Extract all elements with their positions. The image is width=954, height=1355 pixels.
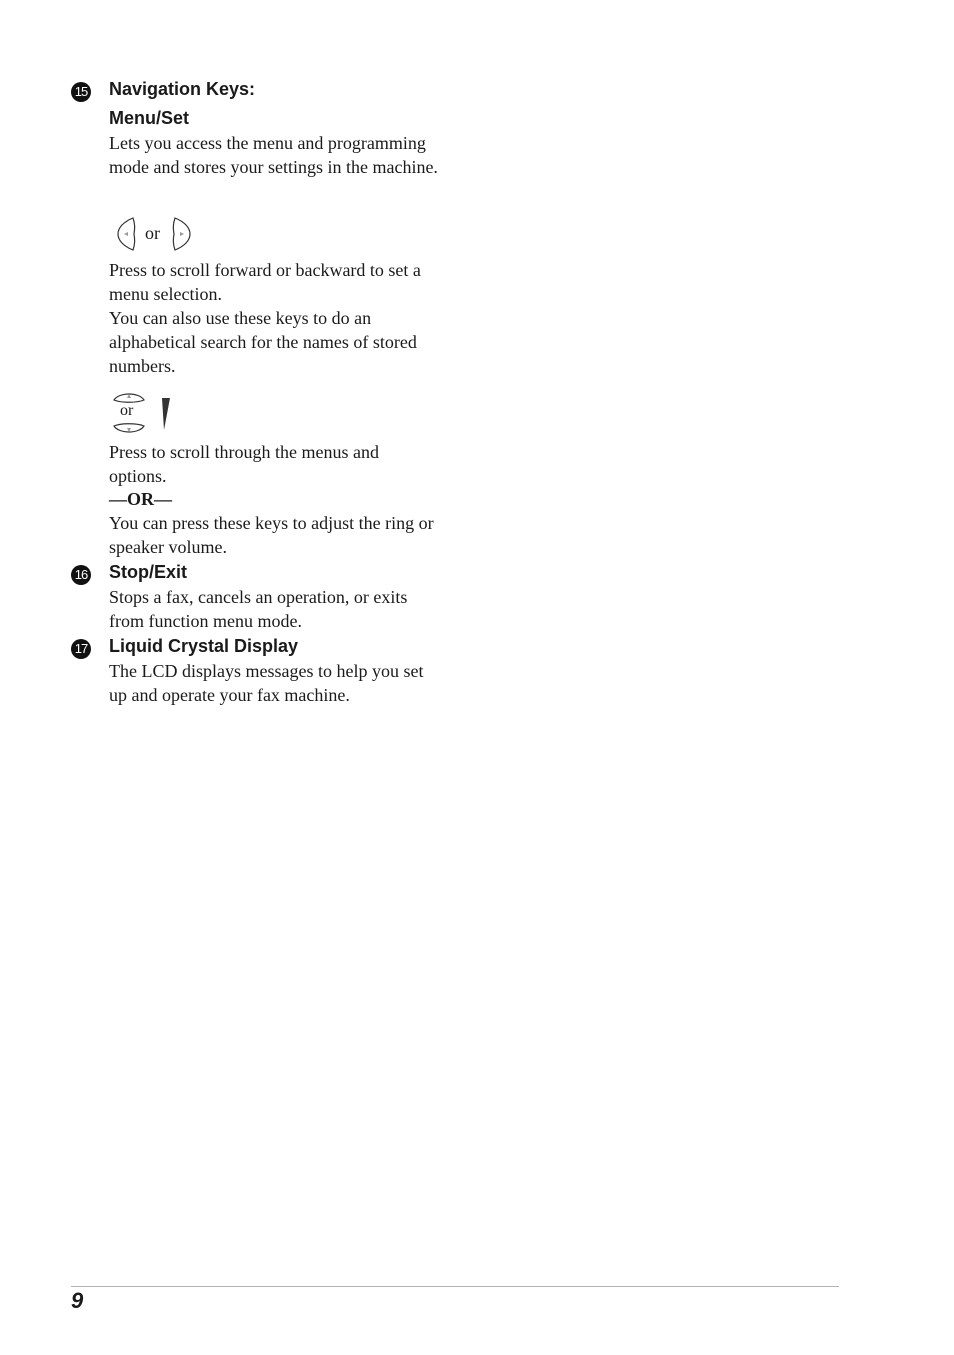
ud-keys-description: Press to scroll through the menus and options. bbox=[109, 442, 379, 486]
lr-keys-description-1: Press to scroll forward or backward to set a menu selection. bbox=[109, 260, 421, 304]
ud-keys-description-2: You can press these keys to adjust the ring or speaker volume. bbox=[109, 513, 434, 557]
item-number-badge: 17 bbox=[71, 639, 91, 659]
page-number: 9 bbox=[71, 1288, 84, 1313]
lr-keys-description-2: You can also use these keys to do an alphabetical search for the names of stored numbers. bbox=[109, 308, 417, 376]
or-divider: —OR— bbox=[109, 489, 172, 509]
subheading-menu-set: Menu/Set bbox=[109, 108, 190, 128]
lcd-description: The LCD displays messages to help you set up and operate your fax machine. bbox=[109, 661, 424, 705]
volume-ramp-icon bbox=[159, 396, 173, 432]
section-stop-exit bbox=[71, 561, 451, 633]
left-arrow-key-icon bbox=[113, 216, 139, 252]
right-arrow-key-icon bbox=[169, 216, 195, 252]
section-lcd bbox=[71, 635, 451, 707]
stop-exit-description: Stops a fax, cancels an operation, or exits from function menu mode. bbox=[109, 587, 408, 631]
section-heading: Liquid Crystal Display bbox=[109, 636, 299, 656]
item-number-badge: 16 bbox=[71, 565, 91, 585]
section-heading: Stop/Exit bbox=[109, 562, 188, 582]
section-navigation-keys bbox=[71, 78, 451, 558]
section-heading: Navigation Keys: bbox=[109, 79, 256, 99]
or-label: or bbox=[120, 402, 134, 419]
menu-set-description: Lets you access the menu and programming mode and stores your settings in the machine. bbox=[109, 133, 438, 177]
left-right-keys bbox=[109, 216, 209, 254]
up-down-keys bbox=[109, 388, 209, 440]
or-label: or bbox=[145, 223, 160, 243]
footer-divider bbox=[71, 1286, 839, 1287]
item-number-badge: 15 bbox=[71, 82, 91, 102]
